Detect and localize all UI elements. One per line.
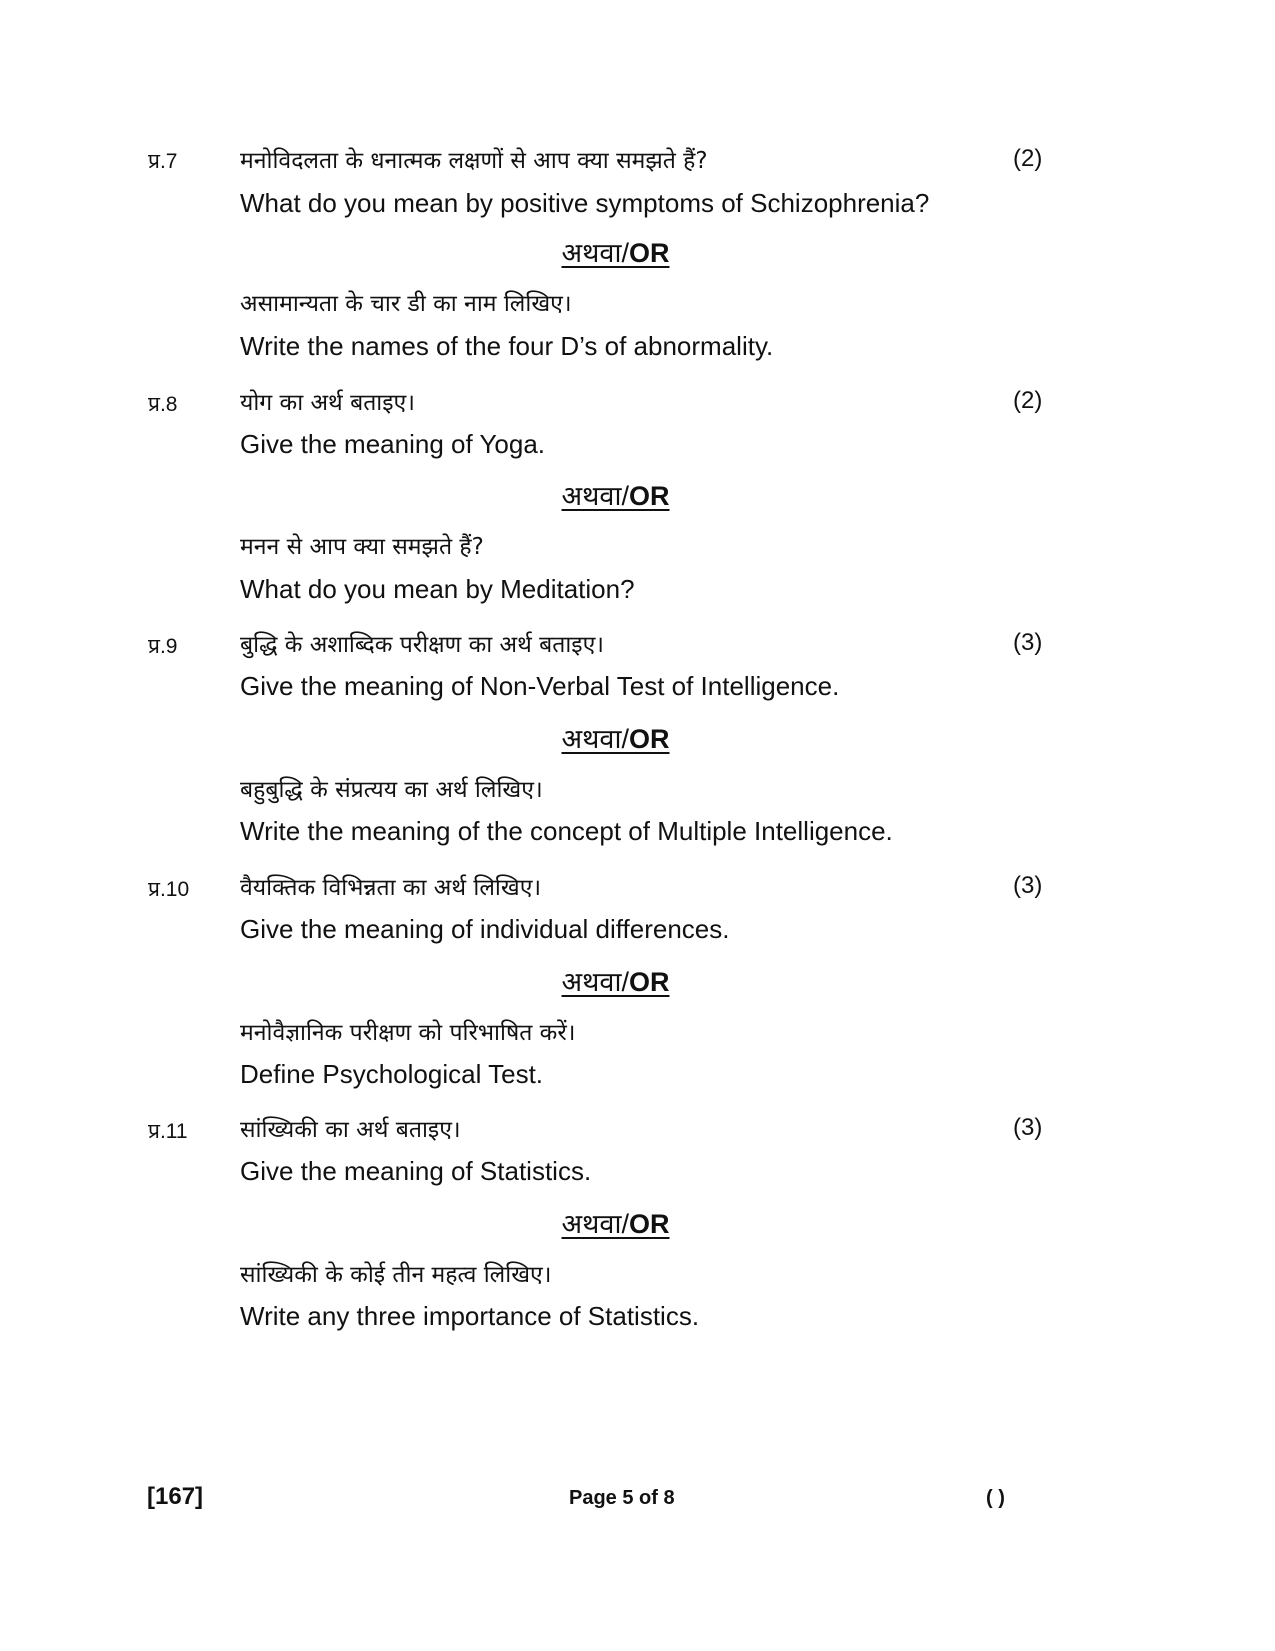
- or-label-english: OR: [628, 238, 670, 268]
- or-label-hindi: अथवा: [561, 724, 622, 754]
- question-number: प्र.11: [148, 1120, 188, 1143]
- question-text-hindi: सांख्यिकी का अर्थ बताइए।: [240, 1117, 461, 1143]
- alternative-text-hindi: बहुबुद्धि के संप्रत्यय का अर्थ लिखिए।: [240, 777, 543, 803]
- alternative-text-hindi: असामान्यता के चार डी का नाम लिखिए।: [240, 291, 572, 317]
- or-separator: /: [621, 1209, 629, 1239]
- alternative-text-english: Write the names of the four D’s of abnormality.: [240, 331, 774, 361]
- question-number: प्र.9: [148, 635, 178, 658]
- or-separator: /: [621, 238, 629, 268]
- question-text-english: Give the meaning of individual differences.: [240, 914, 730, 944]
- or-label-hindi: अथवा: [561, 481, 622, 511]
- page-number: Page 5 of 8: [569, 1487, 675, 1509]
- question-marks: (3): [1013, 629, 1043, 656]
- question-text-hindi: योग का अर्थ बताइए।: [240, 390, 415, 416]
- alternative-text-english: Write any three importance of Statistics.: [240, 1301, 700, 1331]
- question-text-english: Give the meaning of Non-Verbal Test of Intelligence.: [240, 671, 840, 701]
- or-divider: [0, 476, 1231, 513]
- or-divider: [0, 719, 1231, 756]
- question-text-hindi: मनोविदलता के धनात्मक लक्षणों से आप क्या समझते हैं?: [240, 148, 708, 174]
- or-label-english: OR: [628, 481, 670, 511]
- question-marks: (2): [1013, 145, 1043, 172]
- or-separator: /: [621, 724, 629, 754]
- question-text-hindi: वैयक्तिक विभिन्नता का अर्थ लिखिए।: [240, 875, 542, 901]
- alternative-text-english: Define Psychological Test.: [240, 1059, 544, 1089]
- alternative-text-english: What do you mean by Meditation?: [240, 574, 635, 604]
- alternative-text-hindi: मनोवैज्ञानिक परीक्षण को परिभाषित करें।: [240, 1020, 576, 1046]
- or-label-hindi: अथवा: [561, 967, 622, 997]
- or-label-hindi: अथवा: [561, 1209, 622, 1239]
- question-marks: (3): [1013, 1114, 1043, 1141]
- question-marks: (3): [1013, 872, 1043, 899]
- question-text-english: Give the meaning of Statistics.: [240, 1156, 592, 1186]
- alternative-text-hindi: मनन से आप क्या समझते हैं?: [240, 534, 484, 560]
- or-label-english: OR: [628, 1209, 670, 1239]
- or-divider: [0, 1204, 1231, 1241]
- question-marks: (2): [1013, 387, 1043, 414]
- or-separator: /: [621, 481, 629, 511]
- paper-code: [167]: [147, 1483, 204, 1510]
- or-divider: [0, 233, 1231, 270]
- or-label-english: OR: [628, 967, 670, 997]
- or-divider: [0, 962, 1231, 999]
- or-label-english: OR: [628, 724, 670, 754]
- or-separator: /: [621, 967, 629, 997]
- or-label-hindi: अथवा: [561, 238, 622, 268]
- question-text-hindi: बुद्धि के अशाब्दिक परीक्षण का अर्थ बताइए।: [240, 632, 605, 658]
- question-number: प्र.7: [148, 150, 178, 173]
- alternative-text-hindi: सांख्यिकी के कोई तीन महत्व लिखिए।: [240, 1262, 552, 1288]
- question-text-english: What do you mean by positive symptoms of Schizophrenia?: [240, 188, 930, 218]
- question-number: प्र.8: [148, 393, 178, 416]
- alternative-text-english: Write the meaning of the concept of Multiple Intelligence.: [240, 816, 893, 846]
- footer-bracket: ( ): [986, 1487, 1005, 1509]
- question-text-english: Give the meaning of Yoga.: [240, 429, 546, 459]
- question-number: प्र.10: [148, 878, 190, 901]
